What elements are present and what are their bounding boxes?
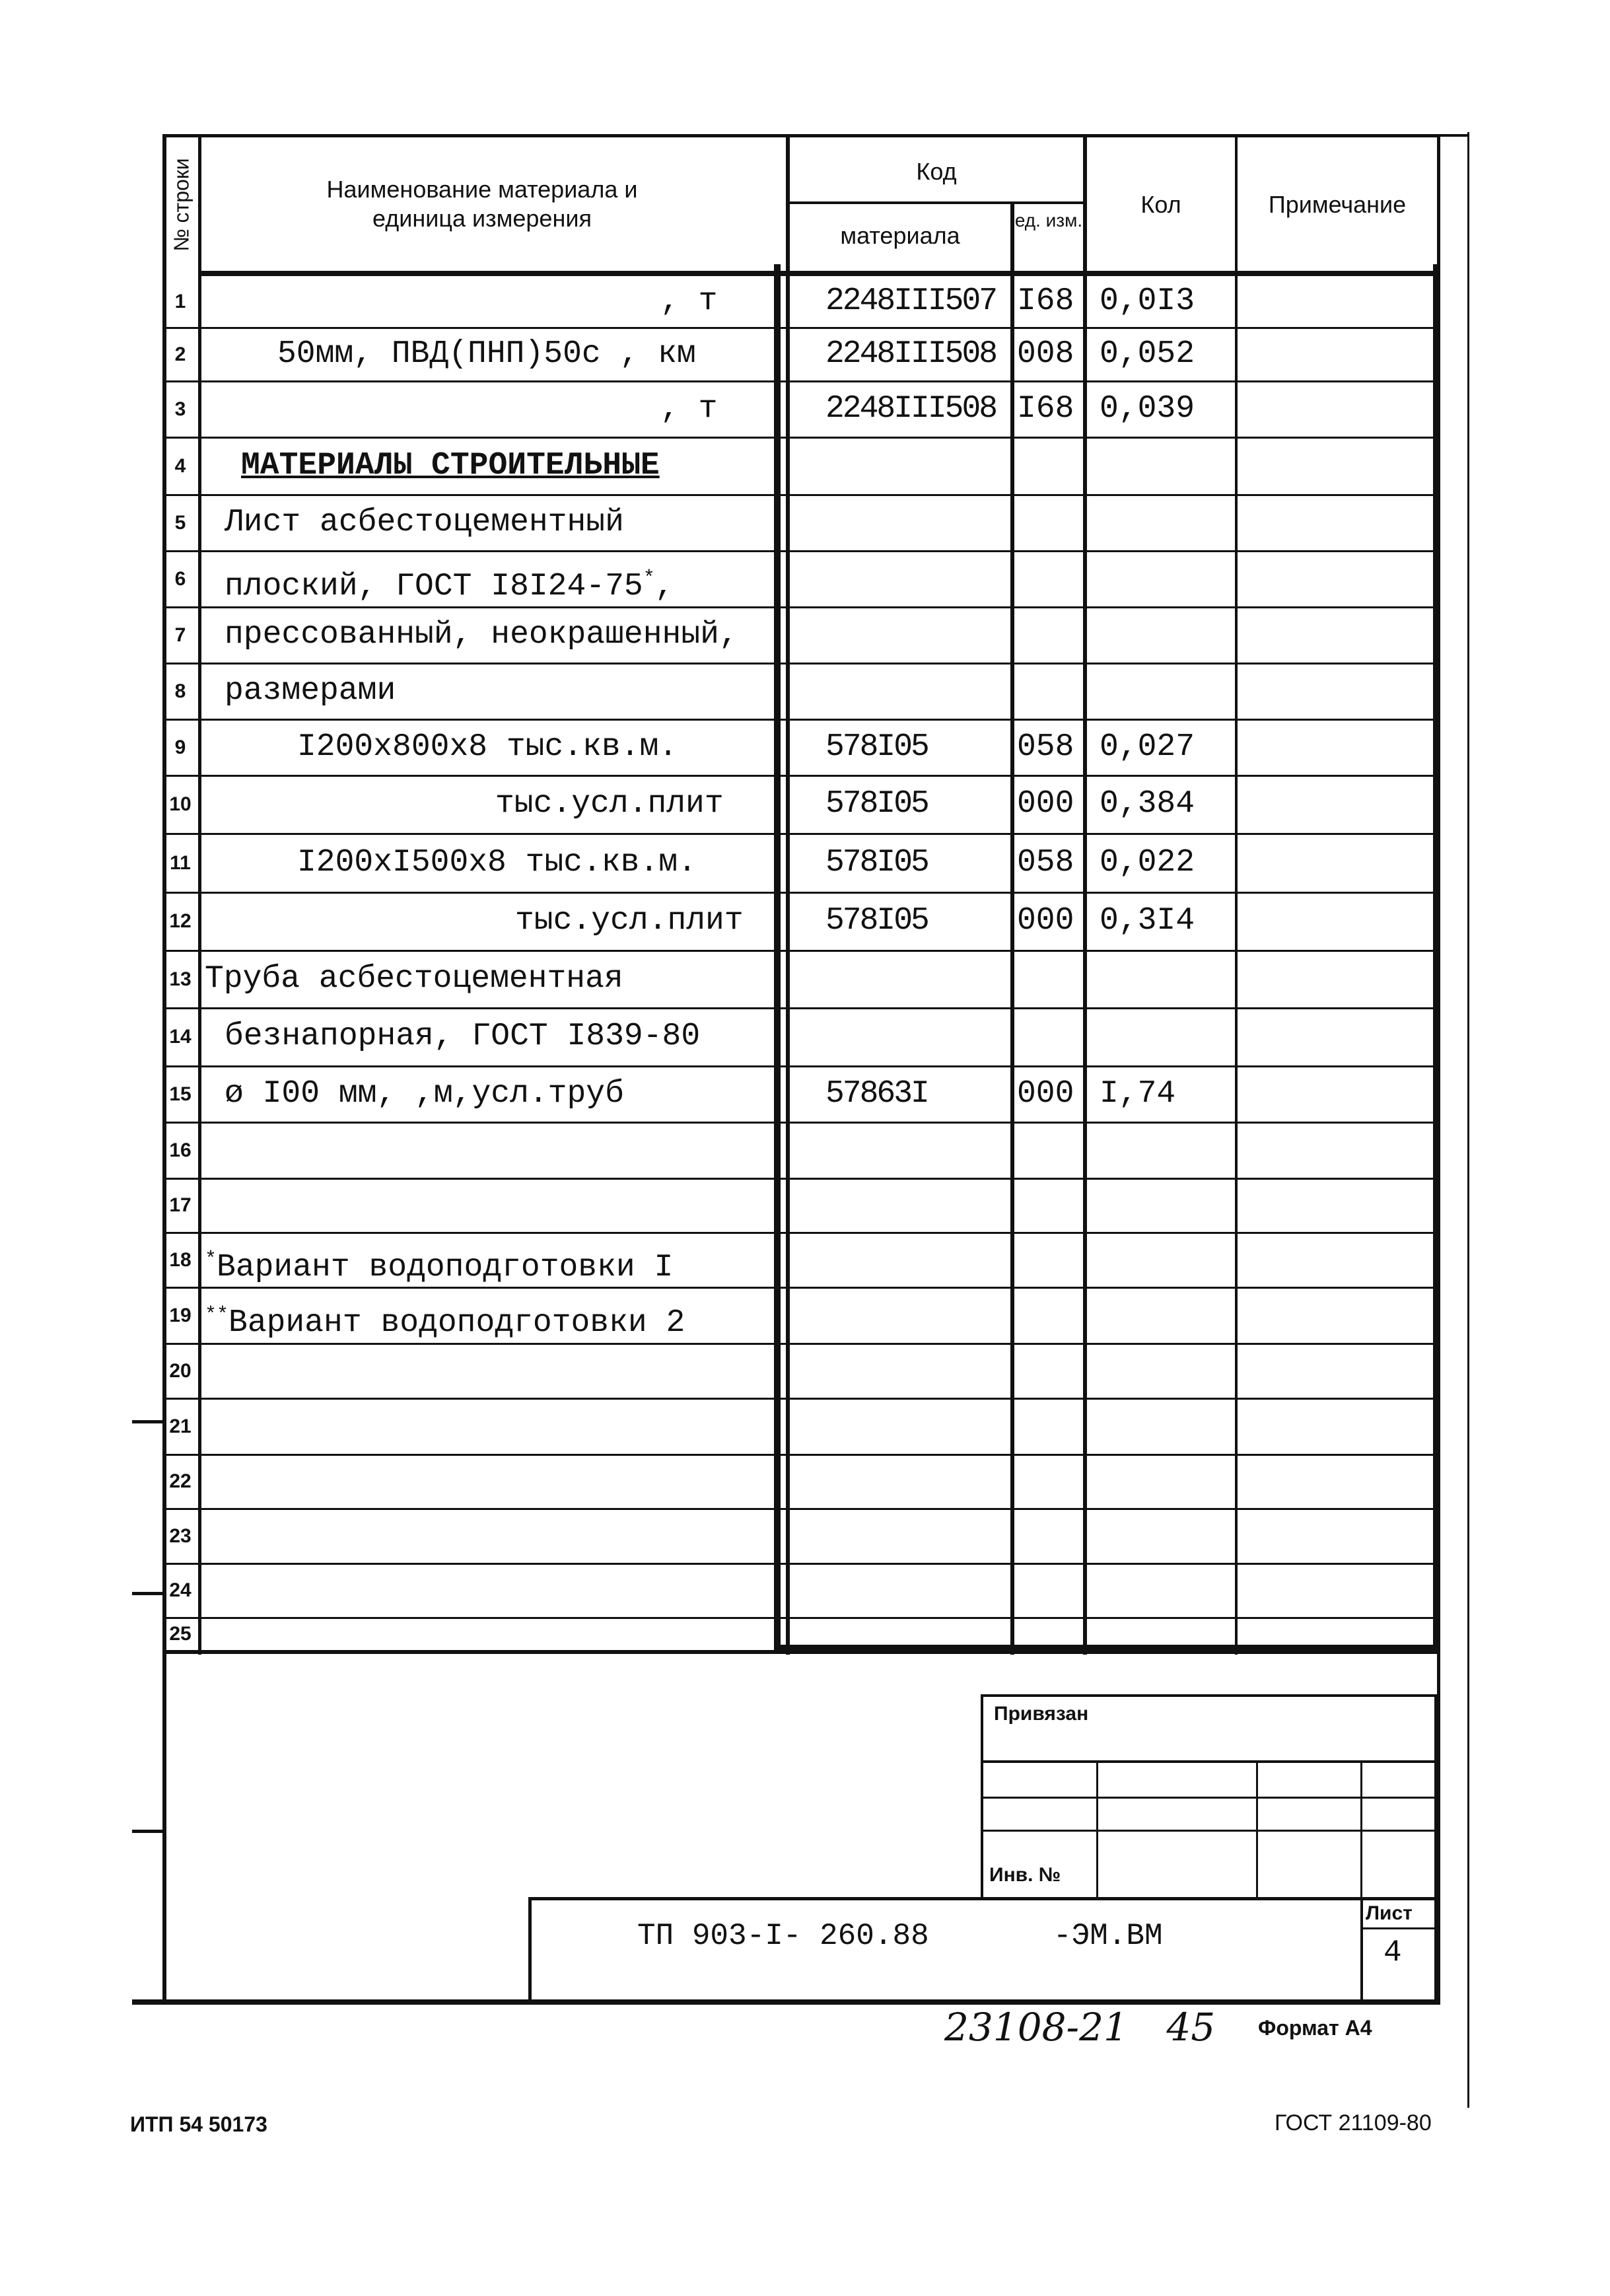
material-code: 2248III508: [825, 390, 997, 427]
unit-header: ед. изм.: [1014, 210, 1083, 231]
row-number: 7: [174, 624, 186, 646]
row-separator: [164, 1454, 1438, 1456]
material-name: [241, 447, 660, 484]
unit-code: I68: [1017, 283, 1074, 319]
unit-code: 008: [1017, 336, 1074, 372]
unit-code: I68: [1017, 390, 1074, 427]
row-separator: [164, 494, 1438, 496]
row-separator: [164, 437, 1438, 439]
material-name: [495, 785, 724, 822]
material-code: 2248III507: [825, 283, 997, 319]
unit-code: 000: [1017, 903, 1074, 939]
material-code: 578I05: [825, 844, 928, 880]
row-separator: [164, 1065, 1438, 1067]
material-name-text: I200xI500x8 тыс.кв.м.: [297, 844, 697, 880]
margin-tick: [132, 1420, 165, 1423]
row-number: 5: [174, 511, 186, 534]
material-name: [225, 616, 738, 653]
quantity: 0,027: [1100, 729, 1195, 765]
row-number: 17: [169, 1194, 192, 1216]
row-separator: [164, 380, 1438, 382]
row-number: 9: [174, 736, 186, 758]
material-name-text: тыс.усл.плит: [515, 903, 744, 939]
footnote-marker: *: [205, 1248, 217, 1271]
document-code: ТП 903-I- 260.88: [637, 1919, 929, 1953]
material-name: [225, 1075, 624, 1112]
material-name: [225, 504, 624, 541]
row-number-header: № строки: [169, 158, 193, 252]
row-separator: [164, 327, 1438, 329]
footnote-marker: **: [205, 1303, 229, 1326]
row-separator: [164, 663, 1438, 664]
sheet-label: Лист: [1366, 1902, 1413, 1924]
sheet-number: 4: [1383, 1935, 1402, 1970]
row-separator: [164, 550, 1438, 552]
material-name-text: тыс.усл.плит: [495, 786, 724, 822]
unit-code: 000: [1017, 786, 1074, 822]
material-name-text: Труба асбестоцементная: [205, 960, 623, 997]
row-number: 3: [174, 398, 186, 420]
privyazan-label: Привязан: [994, 1703, 1089, 1725]
row-number: 4: [174, 454, 186, 477]
row-number: 12: [169, 910, 192, 932]
material-name: [225, 560, 674, 605]
row-number: 13: [169, 968, 192, 990]
material-name: [297, 844, 697, 881]
row-separator: [164, 1508, 1438, 1510]
material-name: [297, 729, 678, 766]
quantity: 0,022: [1100, 844, 1195, 880]
material-name: [660, 283, 717, 320]
material-code: 578I05: [825, 786, 928, 822]
row-number: 19: [169, 1304, 192, 1326]
material-name-text: прессованный, неокрашенный,: [225, 616, 738, 653]
row-number: 23: [169, 1525, 192, 1547]
material-name: [205, 960, 623, 997]
name-header: Наименование материала и единица измерения: [326, 176, 638, 232]
row-separator: [164, 1007, 1438, 1009]
gost-code: ГОСТ 21109-80: [1275, 2110, 1432, 2135]
row-separator: [164, 1287, 1438, 1289]
material-name-tail: ,: [654, 568, 674, 604]
material-name-text: 50мм, ПВД(ПНП)50с , км: [277, 336, 696, 372]
material-name-text: Лист асбестоцементный: [225, 504, 624, 540]
material-header: материала: [840, 222, 960, 249]
inv-no-label: Инв. №: [989, 1864, 1061, 1886]
material-name: [205, 1241, 673, 1286]
material-name: [225, 672, 396, 709]
material-name-text: Вариант водоподготовки I: [217, 1249, 674, 1285]
left-code: ИТП 54 50173: [130, 2112, 267, 2136]
material-code: 578I05: [825, 729, 928, 765]
row-number: 1: [174, 290, 186, 312]
material-name-text: размерами: [225, 672, 396, 709]
row-separator: [164, 1563, 1438, 1565]
material-name: [660, 390, 717, 427]
material-name-text: I200x800x8 тыс.кв.м.: [297, 729, 678, 765]
quantity: 0,0I3: [1100, 283, 1195, 319]
row-separator: [164, 1232, 1438, 1234]
unit-code: 058: [1017, 729, 1074, 765]
material-name-text: безнапорная, ГОСТ I839-80: [225, 1019, 701, 1054]
code-header: Код: [916, 158, 957, 185]
row-number: 15: [169, 1083, 192, 1105]
material-name: [225, 1018, 700, 1055]
row-separator: [164, 1343, 1438, 1345]
qty-header: Кол: [1140, 191, 1181, 218]
material-name: [277, 336, 696, 373]
document-suffix: -ЭМ.ВМ: [1053, 1919, 1163, 1953]
row-separator: [164, 833, 1438, 835]
quantity: 0,052: [1100, 336, 1195, 372]
row-separator: [164, 1650, 1438, 1652]
material-name-text: , т: [660, 283, 718, 319]
row-number: 18: [169, 1248, 192, 1271]
material-name-text: ø I00 мм, ,м,усл.труб: [225, 1075, 624, 1112]
row-separator: [164, 1122, 1438, 1124]
row-separator: [164, 1178, 1438, 1180]
row-number: 20: [169, 1359, 192, 1382]
row-number: 22: [169, 1470, 192, 1492]
material-code: 57863I: [825, 1075, 928, 1112]
footnote-marker: *: [643, 567, 655, 590]
row-number: 2: [174, 343, 186, 365]
row-number: 21: [169, 1415, 192, 1437]
material-name-text: Вариант водоподготовки 2: [228, 1305, 685, 1341]
row-separator: [164, 719, 1438, 721]
row-number: 14: [169, 1026, 192, 1048]
row-number: 11: [170, 851, 191, 874]
row-number: 16: [169, 1139, 192, 1161]
row-number: 8: [174, 680, 186, 702]
margin-tick: [1467, 2106, 1469, 2108]
note-header: Примечание: [1268, 191, 1407, 218]
format-label: Формат А4: [1258, 2016, 1372, 2040]
row-separator: [164, 1398, 1438, 1400]
row-separator: [164, 606, 1438, 608]
row-number: 25: [169, 1623, 192, 1645]
material-name: [515, 902, 744, 939]
unit-code: 058: [1017, 844, 1074, 880]
row-separator: [164, 775, 1438, 777]
material-code: 2248III508: [825, 336, 997, 372]
material-code: 578I05: [825, 903, 928, 939]
material-name-text: плоский, ГОСТ I8I24-75: [225, 568, 643, 604]
quantity: I,74: [1100, 1075, 1176, 1112]
row-number: 6: [174, 567, 186, 590]
row-number: 24: [169, 1579, 192, 1601]
row-separator: [164, 950, 1438, 952]
material-name-text: , т: [660, 390, 718, 427]
margin-tick: [132, 1592, 165, 1595]
margin-tick: [132, 1830, 165, 1833]
quantity: 0,384: [1100, 786, 1195, 822]
row-number: 10: [169, 793, 192, 815]
row-separator: [164, 892, 1438, 894]
material-name: [205, 1297, 685, 1342]
top-right-line: [1440, 134, 1469, 137]
unit-code: 000: [1017, 1075, 1074, 1112]
quantity: 0,3I4: [1100, 903, 1195, 939]
quantity: 0,039: [1100, 390, 1195, 427]
row-separator: [164, 1617, 1438, 1619]
material-name-text: МАТЕРИАЛЫ СТРОИТЕЛЬНЫЕ: [241, 447, 660, 484]
handwritten-inventory-number: 23108-21 45: [944, 2005, 1216, 2050]
